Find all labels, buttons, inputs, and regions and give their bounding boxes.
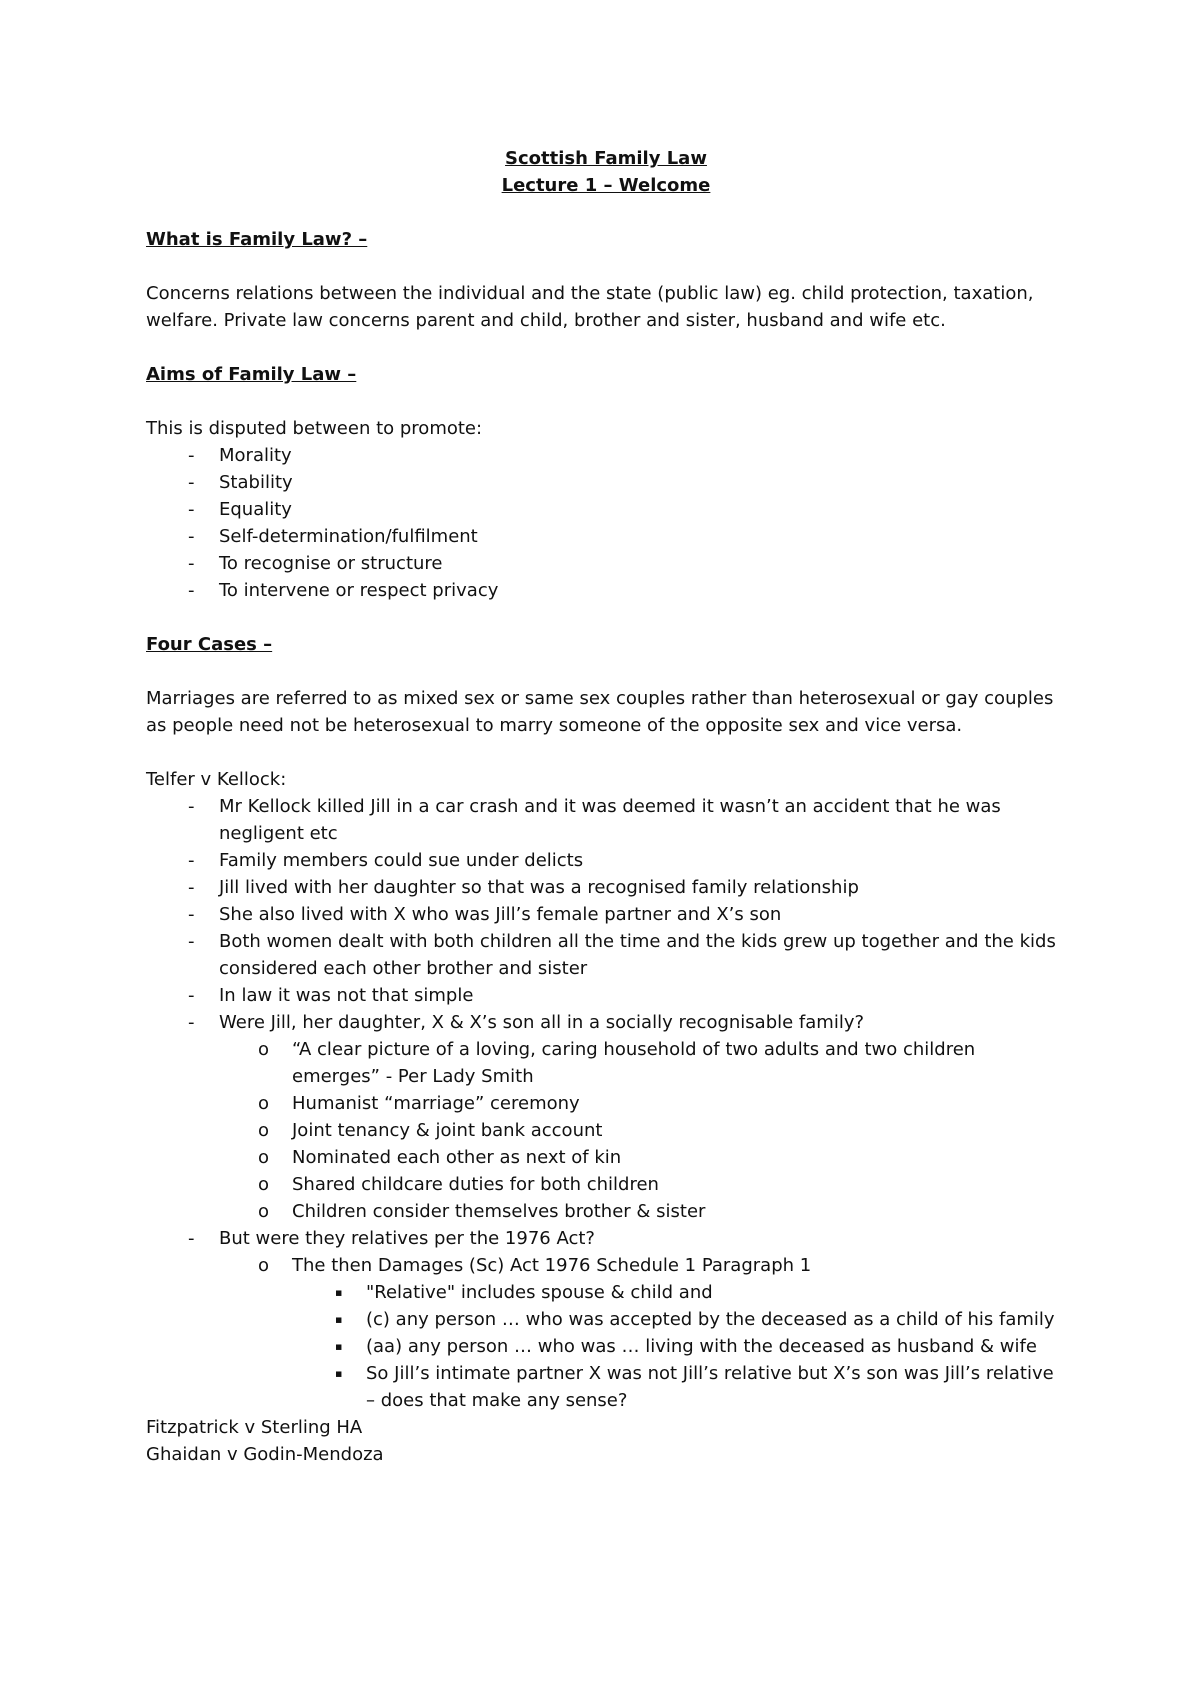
sub-sub-list-item — [146, 1360, 1066, 1414]
square-bullet-icon: ▪ — [335, 1313, 343, 1326]
list-item — [146, 928, 1066, 982]
list-item-text: “A clear picture of a loving, caring household of two adults and two children emerges” - Per Lady Smith — [292, 1039, 976, 1087]
list-item-text: "Relative" includes spouse & child and — [366, 1282, 713, 1303]
list-item-text: Morality — [219, 445, 292, 466]
square-bullet-icon: ▪ — [335, 1286, 343, 1299]
sub-sub-list-item — [146, 1279, 1066, 1306]
sub-list-item — [146, 1036, 1066, 1090]
dash-marker: - — [188, 526, 195, 547]
list-item-text: But were they relatives per the 1976 Act? — [219, 1228, 595, 1249]
case-ghaidan-v-godin-mendoza: Ghaidan v Godin-Mendoza — [146, 1444, 384, 1465]
dash-marker: - — [188, 904, 195, 925]
list-item-text: Self-determination/fulfilment — [219, 526, 478, 547]
sub-list-item — [146, 1252, 1066, 1279]
dash-marker: - — [188, 850, 195, 871]
sub-sub-list-item — [146, 1306, 1066, 1333]
list-item-text: In law it was not that simple — [219, 985, 474, 1006]
doc-subtitle: Lecture 1 – Welcome — [501, 175, 711, 196]
list-item-text: Shared childcare duties for both children — [292, 1174, 659, 1195]
sub-list-item — [146, 1090, 1066, 1117]
list-item-text: So Jill’s intimate partner X was not Jill’s relative but X’s son was Jill’s relative – does that make any sense? — [366, 1363, 1054, 1411]
circle-bullet-icon: o — [258, 1039, 270, 1060]
list-item-text: To recognise or structure — [219, 553, 443, 574]
sub-list-item — [146, 1171, 1066, 1198]
sub-list-item — [146, 1198, 1066, 1225]
circle-bullet-icon: o — [258, 1093, 270, 1114]
list-item-text: Children consider themselves brother & sister — [292, 1201, 706, 1222]
list-item-text: Stability — [219, 472, 293, 493]
list-item — [146, 874, 1066, 901]
list-item — [146, 1225, 1066, 1252]
dash-marker: - — [188, 445, 195, 466]
dash-marker: - — [188, 877, 195, 898]
case-fitzpatrick-v-sterling: Fitzpatrick v Sterling HA — [146, 1417, 363, 1438]
list-item-text: She also lived with X who was Jill’s female partner and X’s son — [219, 904, 782, 925]
dash-marker: - — [188, 580, 195, 601]
list-item — [146, 496, 1066, 523]
dash-marker: - — [188, 796, 195, 817]
list-item-text: Were Jill, her daughter, X & X’s son all in a socially recognisable family? — [219, 1012, 865, 1033]
list-item — [146, 847, 1066, 874]
case-telfer-v-kellock: Telfer v Kellock: — [146, 769, 287, 790]
list-item-text: Family members could sue under delicts — [219, 850, 584, 871]
sub-sub-list-item — [146, 1333, 1066, 1360]
list-item-text: Both women dealt with both children all the time and the kids grew up together and the kids considered each other brother and sister — [219, 931, 1056, 979]
list-item-text: (c) any person … who was accepted by the deceased as a child of his family — [366, 1309, 1055, 1330]
dash-marker: - — [188, 499, 195, 520]
sub-list-item — [146, 1144, 1066, 1171]
list-item — [146, 982, 1066, 1009]
list-item — [146, 901, 1066, 928]
heading-four-cases: Four Cases – — [146, 634, 273, 655]
circle-bullet-icon: o — [258, 1120, 270, 1141]
document-body — [146, 145, 1066, 1468]
list-item-text: (aa) any person … who was … living with the deceased as husband & wife — [366, 1336, 1037, 1357]
dash-marker: - — [188, 1228, 195, 1249]
list-item — [146, 550, 1066, 577]
aims-intro: This is disputed between to promote: — [146, 418, 483, 439]
list-item-text: Jill lived with her daughter so that was a recognised family relationship — [219, 877, 859, 898]
dash-marker: - — [188, 985, 195, 1006]
list-item — [146, 523, 1066, 550]
sub-list-item — [146, 1117, 1066, 1144]
circle-bullet-icon: o — [258, 1255, 270, 1276]
dash-marker: - — [188, 1012, 195, 1033]
paragraph-what-is-family-law: Concerns relations between the individual and the state (public law) eg. child protection, taxation, welfare. Private law concerns parent and child, brother and sister, husband and wife etc. — [146, 283, 1034, 331]
list-item-text: The then Damages (Sc) Act 1976 Schedule 1 Paragraph 1 — [292, 1255, 812, 1276]
square-bullet-icon: ▪ — [335, 1340, 343, 1353]
list-item — [146, 1009, 1066, 1036]
list-item — [146, 793, 1066, 847]
dash-marker: - — [188, 931, 195, 952]
list-item-text: Mr Kellock killed Jill in a car crash and it was deemed it wasn’t an accident that he was negligent etc — [219, 796, 1001, 844]
doc-title: Scottish Family Law — [505, 148, 707, 169]
list-item — [146, 577, 1066, 604]
list-item-text: Humanist “marriage” ceremony — [292, 1093, 580, 1114]
paragraph-four-cases: Marriages are referred to as mixed sex or same sex couples rather than heterosexual or gay couples as people need not be heterosexual to marry someone of the opposite sex and vice versa. — [146, 688, 1054, 736]
square-bullet-icon: ▪ — [335, 1367, 343, 1380]
circle-bullet-icon: o — [258, 1147, 270, 1168]
heading-aims: Aims of Family Law – — [146, 364, 357, 385]
list-item — [146, 469, 1066, 496]
list-item — [146, 442, 1066, 469]
circle-bullet-icon: o — [258, 1174, 270, 1195]
dash-marker: - — [188, 472, 195, 493]
circle-bullet-icon: o — [258, 1201, 270, 1222]
heading-what-is-family-law: What is Family Law? – — [146, 229, 368, 250]
list-item-text: To intervene or respect privacy — [219, 580, 499, 601]
list-item-text: Joint tenancy & joint bank account — [292, 1120, 603, 1141]
dash-marker: - — [188, 553, 195, 574]
list-item-text: Nominated each other as next of kin — [292, 1147, 622, 1168]
list-item-text: Equality — [219, 499, 292, 520]
